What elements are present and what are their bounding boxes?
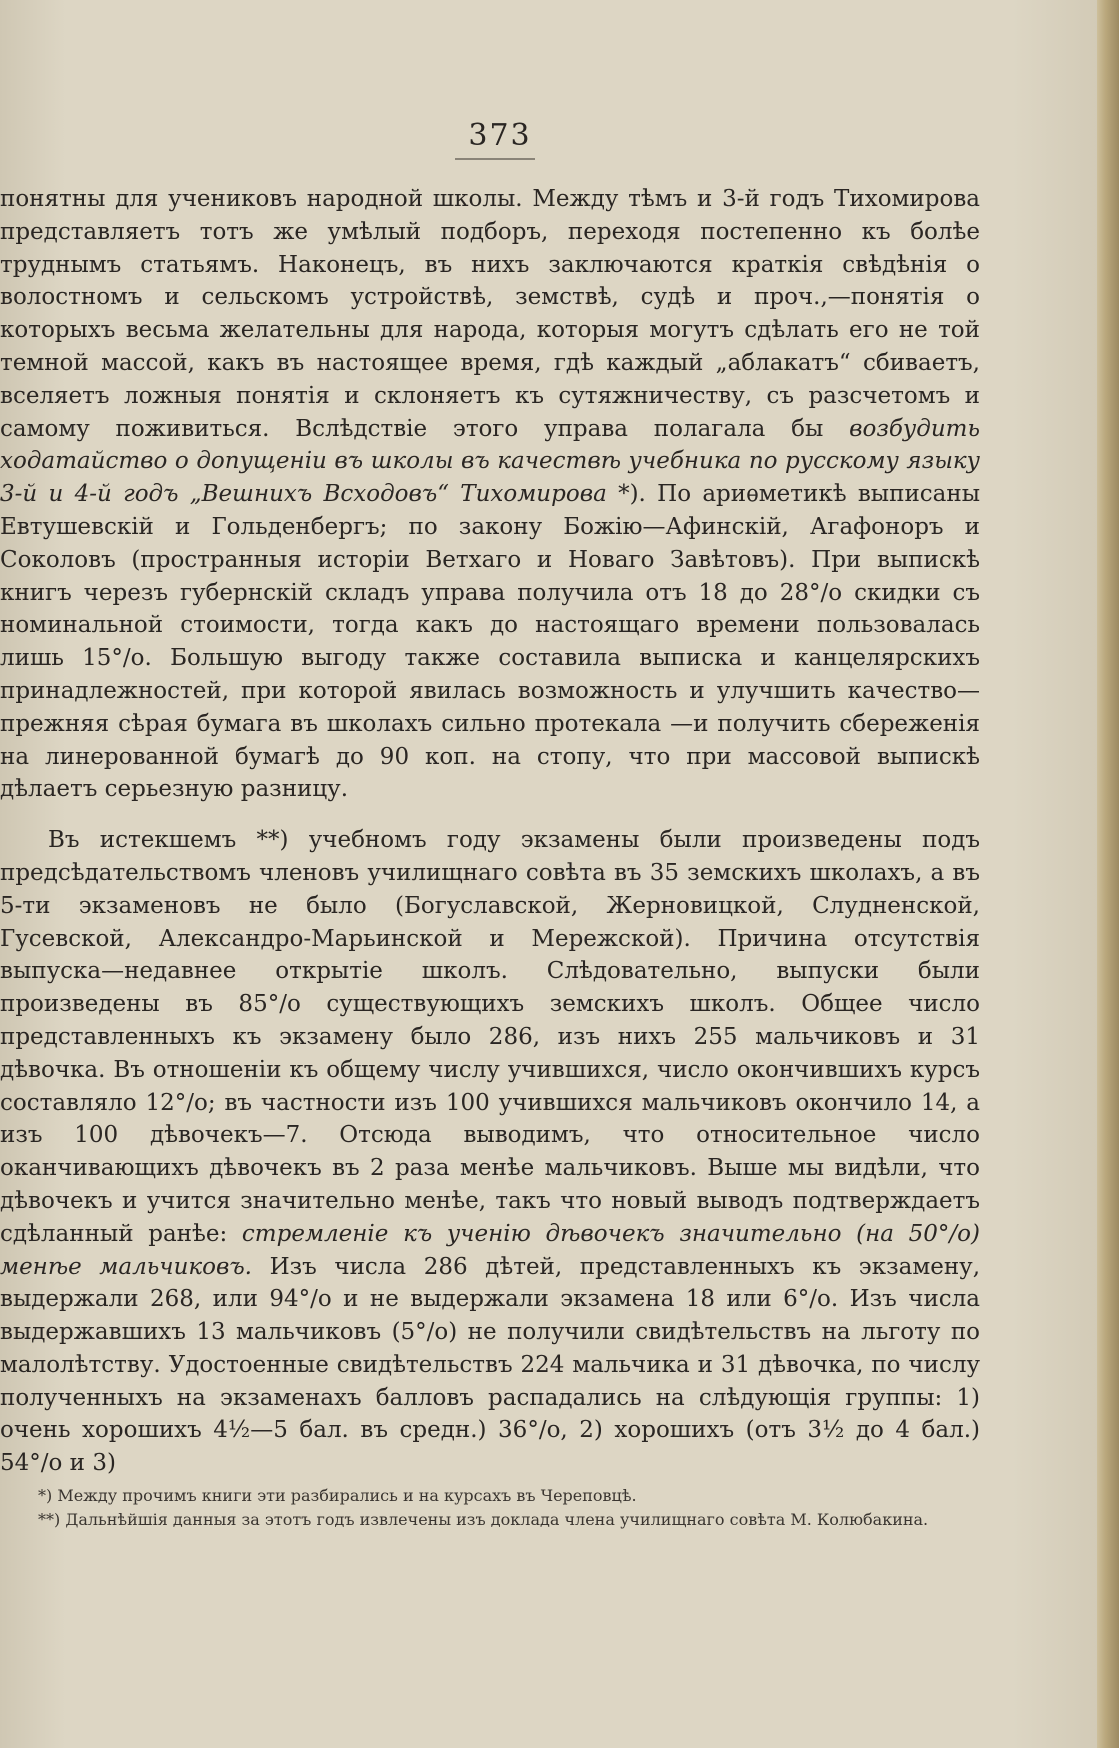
paragraph-1-text-b: *). По ариѳметикѣ выписаны Евтушевскій и Гольденбергъ; по закону Божію—Афинскій, Агафоноръ и Соколовъ (пространныя исторіи Ветхаго и Новаго Завѣтовъ). При выпискѣ книгъ черезъ губернскій складъ управа получила отъ 18 до 28°/о скидки съ номинальной стоимости, тогда какъ до настоящаго времени пользовалась лишь 15°/о. Большую выгоду также составила выписка и канцелярскихъ принадлежностей, при которой явилась возможность и улучшить качество—прежняя сѣрая бумага въ школахъ сильно протекала —и получить сбереженія на линерованной бумагѣ до 90 коп. на стопу, что при массовой выпискѣ дѣлаетъ серьезную разницу. xyxy=(0,481,981,803)
page-number: 373 xyxy=(468,118,532,153)
paragraph-1-text-a: понятны для учениковъ народной школы. Между тѣмъ и 3-й годъ Тихомирова представляетъ тотъ же умѣлый подборъ, переходя постепенно къ болѣе труднымъ статьямъ. Наконецъ, въ нихъ заключаются краткія свѣдѣнія о волостномъ и сельскомъ устройствѣ, земствѣ, судѣ и проч.,—понятія о которыхъ весьма желательны для народа, которыя могутъ сдѣлать его не той темной массой, какъ въ настоящее время, гдѣ каждый „аблакатъ“ сбиваетъ, вселяетъ ложныя понятія и склоняетъ къ сутяжничеству, съ разсчетомъ и самому поживиться. Вслѣдствіе этого управа полагала бы xyxy=(0,186,980,442)
paragraph-2-text-a: Въ истекшемъ **) учебномъ году экзамены были произведены подъ предсѣдательствомъ членовъ училищнаго совѣта въ 35 земскихъ школахъ, а въ 5-ти экзаменовъ не было (Богуславской, Жерновицкой, Слудненской, Гусевской, Александро-Марьинской и Мережской). Причина отсутствія выпуска—недавнее открытіе школъ. Слѣдовательно, выпуски были произведены въ 85°/о существующихъ земскихъ школъ. Общее число представленныхъ къ экзамену было 286, изъ нихъ 255 мальчиковъ и 31 дѣвочка. Въ отношеніи къ общему числу учившихся, число окончившихъ курсъ составляло 12°/о; въ частности изъ 100 учившихся мальчиковъ окончило 14, а изъ 100 дѣвочекъ—7. Отсюда выводимъ, что относительное число оканчивающихъ дѣвочекъ въ 2 раза менѣе мальчиковъ. Выше мы видѣли, что дѣвочекъ и учится значительно менѣе, такъ что новый выводъ подтверждаетъ сдѣланный ранѣе: xyxy=(0,827,980,1247)
paragraph-2-text-b: Изъ числа 286 дѣтей, представленныхъ къ экзамену, выдержали 268, или 94°/о и не выдержали экзамена 18 или 6°/о. Изъ числа выдержавшихъ 13 мальчиковъ (5°/о) не получили свидѣтельствъ на льготу по малолѣтству. Удостоенные свидѣтельствъ 224 мальчика и 31 дѣвочка, по числу полученныхъ на экзаменахъ балловъ распадались на слѣдующія группы: 1) очень хорошихъ 4½—5 бал. въ средн.) 36°/о, 2) хорошихъ (отъ 3½ до 4 бал.) 54°/о и 3) xyxy=(0,1253,980,1477)
page-number-rule xyxy=(455,158,535,160)
paragraph-2-italic: стремленіе къ ученію дѣвочекъ значительно (на 50°/о) менѣе мальчиковъ. xyxy=(0,1220,980,1280)
footnote-2: **) Дальнѣйшія данныя за этотъ годъ извлечены изъ доклада члена училищнаго совѣта М. Колюбакина. xyxy=(38,1510,929,1529)
paragraph-1-italic: возбудить ходатайство о допущеніи въ школы въ качествѣ учебника по русскому языку 3-й и 4-й годъ „Вешнихъ Всходовъ“ Тихомирова xyxy=(0,415,980,508)
page-edge xyxy=(1097,0,1119,1748)
paragraph-1 xyxy=(0,183,980,806)
footnotes xyxy=(0,1484,980,1532)
paragraph-2 xyxy=(0,824,980,1480)
main-text xyxy=(0,183,980,1480)
footnote-1: *) Между прочимъ книги эти разбирались и на курсахъ въ Череповцѣ. xyxy=(38,1486,637,1505)
